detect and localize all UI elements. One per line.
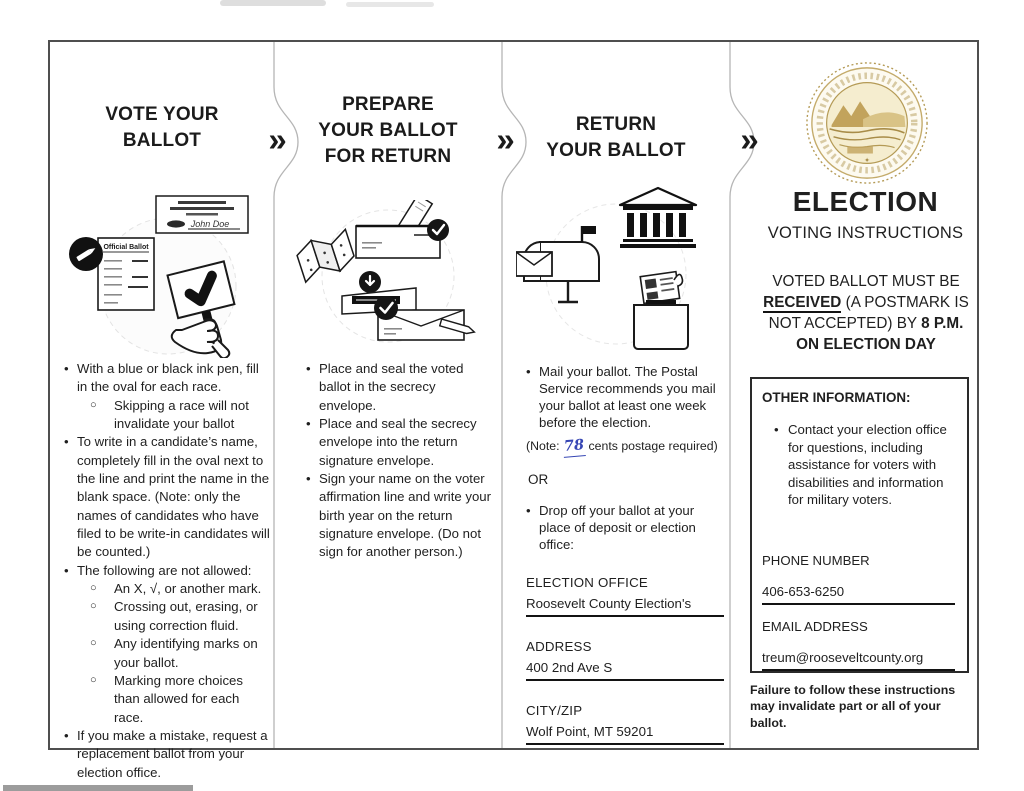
list-item (762, 421, 957, 509)
list-subitem (64, 672, 271, 727)
deadline-time: 8 P.M. ON ELECTION DAY (796, 315, 964, 353)
list-subitem (64, 397, 271, 434)
list-item (526, 364, 721, 432)
panel-title-line: YOUR BALLOT (318, 120, 458, 141)
note-suffix: cents postage required) (585, 438, 718, 453)
chevron-next-icon: » (268, 121, 284, 158)
sealed-envelope-pen-icon (374, 296, 475, 340)
field-value: Roosevelt County Election's (526, 595, 724, 617)
chevron-next-icon: » (740, 121, 756, 158)
scan-smudge (220, 0, 326, 6)
instruction-list (306, 360, 493, 562)
list-item-text: With a blue or black ink pen, fill in the oval for each race. (77, 361, 259, 395)
circle-bullet-icon: ○ (90, 582, 97, 595)
ballot-into-envelope-icon (356, 200, 449, 258)
election-office-fields (526, 574, 721, 745)
bullet-icon: • (64, 361, 69, 376)
svg-text:✦: ✦ (864, 157, 870, 165)
panel-title-line: VOTE YOUR (105, 104, 219, 125)
list-item-text: Place and seal the secrecy envelope into the return signature envelope. (319, 416, 477, 468)
or-label: OR (528, 472, 549, 488)
list-item-text: Sign your name on the voter affirmation line and write your birth year on the return signature envelope. (Do not sign for another person.) (319, 471, 492, 560)
field-label: CITY/ZIP (526, 703, 583, 719)
folded-ballot-icon (294, 229, 357, 282)
field-label: ELECTION OFFICE (526, 575, 648, 591)
list-item (306, 360, 493, 415)
list-item-text: Mail your ballot. The Postal Service recommends you mail your ballot at least one week before the election. (539, 364, 716, 430)
circle-bullet-icon: ○ (90, 637, 97, 650)
panel-title-line: FOR RETURN (324, 146, 452, 167)
list-item (64, 727, 271, 782)
write-in-name: John Doe (190, 219, 230, 229)
write-in-box-icon (156, 196, 248, 233)
deadline-text: VOTED BALLOT MUST BE (772, 273, 960, 290)
list-item (306, 415, 493, 470)
list-item-text: Place and seal the voted ballot in the secrecy envelope. (319, 361, 464, 413)
bullet-icon: • (64, 434, 69, 450)
list-item-text: Drop off your ballot at your place of deposit or election office: (539, 503, 696, 553)
list-item-text: Any identifying marks on your ballot. (114, 636, 258, 670)
deadline-text: (A POSTMARK IS NOT ACCEPTED) BY (768, 294, 969, 332)
email-label: EMAIL ADDRESS (762, 618, 868, 634)
list-item (306, 470, 493, 562)
cover-title: ELECTION (792, 186, 939, 217)
list-item-text: Marking more choices than allowed for each race. (114, 672, 243, 725)
bullet-icon: • (526, 364, 531, 379)
panel-title-line: YOUR BALLOT (546, 140, 686, 161)
bullet-icon: • (306, 416, 311, 432)
brochure-sheet (48, 40, 979, 780)
bullet-icon: • (774, 422, 779, 437)
arrow-down-badge-icon (359, 271, 381, 293)
cover-subtitle: VOTING INSTRUCTIONS (767, 224, 964, 242)
deadline-statement (760, 271, 972, 355)
failure-warning: Failure to follow these instructions may invalidate part or all of your ballot. (750, 683, 956, 730)
bullet-icon: • (526, 503, 531, 519)
vote-ballot-illustration (58, 188, 264, 358)
list-subitem (64, 635, 271, 672)
list-subitem (64, 598, 271, 635)
bullet-icon: • (306, 361, 311, 376)
email-value: treum@rooseveltcounty.org (762, 650, 955, 671)
list-item (64, 433, 271, 561)
bullet-icon: • (64, 727, 69, 743)
circle-bullet-icon: ○ (90, 398, 97, 411)
bullet-icon: • (306, 471, 311, 487)
list-item-text: Skipping a race will not invalidate your ballot (114, 397, 249, 432)
postage-note (526, 437, 721, 457)
panel-title (50, 102, 274, 154)
list-item (64, 360, 271, 397)
government-building-icon (620, 188, 696, 248)
field-city-zip (526, 702, 724, 745)
other-information-box (750, 377, 969, 673)
circle-bullet-icon: ○ (90, 600, 97, 613)
return-ballot-illustration (516, 182, 718, 358)
instruction-list (526, 364, 721, 766)
bullet-icon: • (64, 562, 69, 578)
phone-value: 406-653-6250 (762, 584, 955, 605)
panel-return-your-ballot (502, 42, 730, 748)
field-address (526, 638, 724, 681)
chevron-next-icon: » (496, 121, 512, 158)
panel-prepare-your-ballot (274, 42, 502, 748)
ballot-header: Official Ballot (103, 244, 149, 251)
scan-smudge (346, 2, 434, 7)
field-label: ADDRESS (526, 639, 592, 655)
circle-bullet-icon: ○ (90, 673, 97, 686)
pen-circle-icon (69, 237, 103, 271)
list-item-text: The following are not allowed: (77, 562, 252, 578)
mailbox-icon (516, 226, 599, 302)
field-value: 400 2nd Ave S (526, 659, 724, 681)
list-item-text: To write in a candidate’s name, completely fill in the oval next to the line and print the name in the blank space. (Note: only the names of candidates who have filed to be write-in candidates will be counted.) (77, 434, 270, 560)
field-value: Wolf Point, MT 59201 (526, 723, 724, 745)
official-ballot-icon (98, 238, 154, 310)
instruction-list (64, 360, 271, 782)
list-item (526, 503, 721, 554)
list-item-text: An X, √, or another mark. (114, 581, 262, 597)
list-item-text: Contact your election office for questions, including assistance for voters with disabilities and information for military voters. (788, 422, 947, 508)
list-item-text: Crossing out, erasing, or using correction fluid. (114, 599, 258, 633)
panel-title (502, 112, 730, 164)
deadline-received: RECEIVED (763, 294, 842, 311)
info-box-heading: OTHER INFORMATION: (762, 390, 911, 405)
panel-cover (730, 42, 973, 748)
list-subitem (64, 580, 271, 598)
panel-title (274, 92, 502, 170)
ballot-dropbox-icon (634, 272, 688, 349)
note-prefix: (Note: (526, 438, 563, 453)
handwritten-postage-amount: 78 (562, 436, 586, 457)
panel-title-line: RETURN (575, 114, 657, 135)
scan-corner-bar (3, 785, 193, 791)
panel-title-line: BALLOT (122, 130, 202, 151)
montana-state-seal (804, 60, 930, 186)
phone-label: PHONE NUMBER (762, 552, 870, 568)
panel-title-line: PREPARE (342, 94, 434, 115)
prepare-ballot-illustration (286, 200, 490, 352)
field-election-office (526, 574, 724, 617)
list-item-text: If you make a mistake, request a replacement ballot from your election office. (77, 727, 268, 780)
panel-vote-your-ballot (50, 42, 274, 780)
list-item (64, 562, 271, 580)
